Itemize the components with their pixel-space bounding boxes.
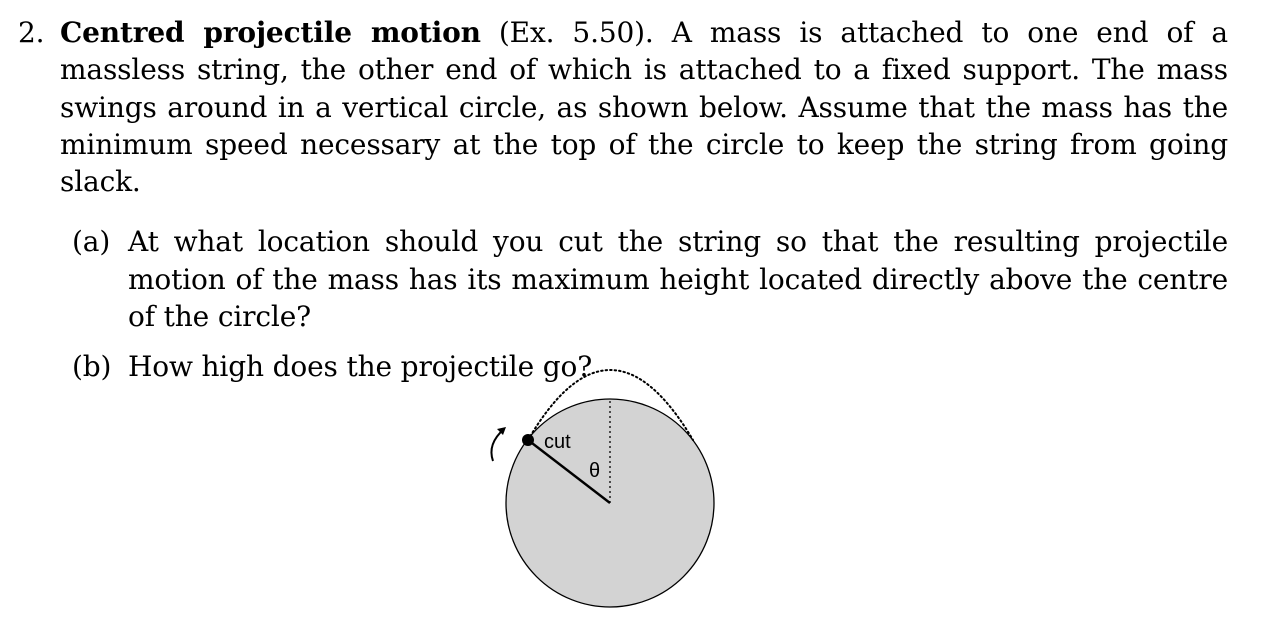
problem-stem xyxy=(60,14,1228,200)
angle-theta-label: θ xyxy=(589,460,601,482)
part-a-text: At what location should you cut the string so that the resulting projectile motion of the mass has its maximum height located directly above the centre of the circle? xyxy=(128,225,1228,334)
part-b-label: (b) xyxy=(72,350,112,384)
cut-label: cut xyxy=(544,431,571,453)
part-a-label: (a) xyxy=(72,225,111,259)
mass-dot xyxy=(522,434,534,446)
circle-figure xyxy=(470,340,750,620)
problem-title: Centred projectile motion xyxy=(60,16,481,49)
part-b-text: How high does the projectile go? xyxy=(128,350,593,384)
circle-diagram xyxy=(470,340,750,620)
part-a xyxy=(72,223,1228,335)
problem-reference: (Ex. 5.50). xyxy=(498,16,654,49)
problem-body: A mass is attached to one end of a massless string, the other end of which is attached to a fixed support. The mass swings around in a vertical circle, as shown below. Assume that the mass has the minimum speed necessary at the top of the circle to keep the string from going slack. xyxy=(60,16,1228,199)
problem-number: 2. xyxy=(18,16,45,49)
